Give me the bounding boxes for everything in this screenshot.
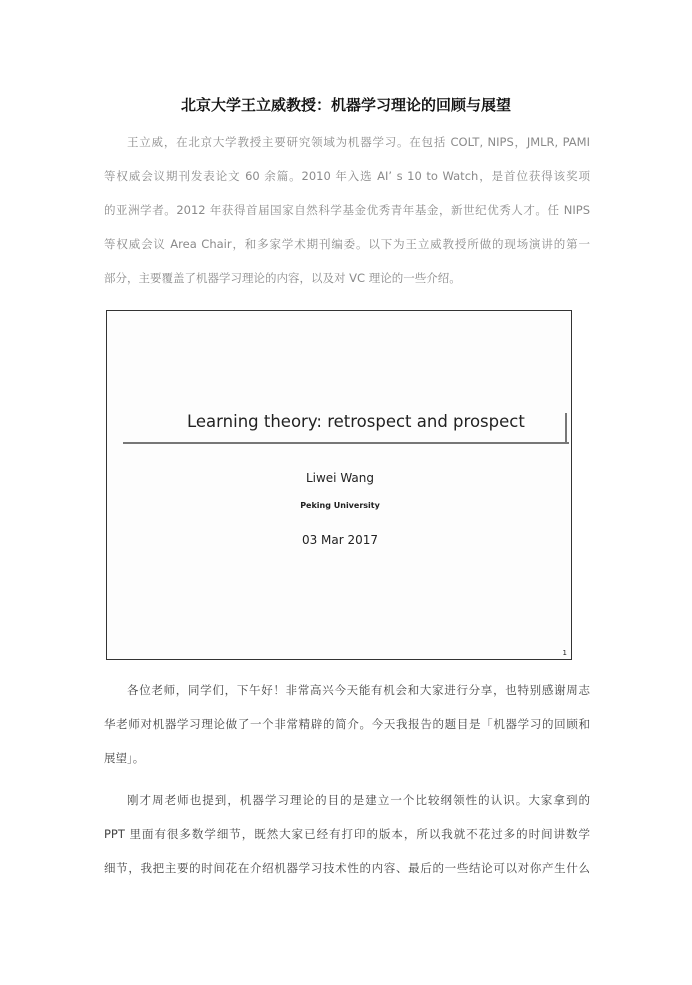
slide-affiliation: Peking University (300, 501, 380, 510)
body-paragraph-1 (104, 673, 590, 775)
slide-page-number: 1 (562, 649, 567, 657)
body-line: 展望」。 (104, 751, 145, 765)
body-paragraph-2 (104, 783, 590, 885)
slide-title: Learning theory: retrospect and prospect (187, 412, 525, 431)
intro-paragraph (104, 125, 590, 295)
slide-title-rule (123, 442, 569, 444)
intro-line: 等权威会议期刊发表论文 60 余篇。2010 年入选 AI’ s 10 to Watch，是首位获得该奖项 (104, 169, 590, 183)
article-title: 北京大学王立威教授：机器学习理论的回顾与展望 (180, 96, 511, 114)
slide-date: 03 Mar 2017 (301, 533, 379, 547)
slide-author: Liwei Wang (305, 471, 375, 485)
intro-line: 等权威会议 Area Chair，和多家学术期刊编委。以下为王立威教授所做的现场演讲的第一 (104, 237, 590, 251)
body-line: PPT 里面有很多数学细节，既然大家已经有打印的版本，所以我就不花过多的时间讲数学 (104, 827, 590, 841)
slide-title-rule-end (565, 413, 567, 443)
body-line: 各位老师，同学们，下午好！非常高兴今天能有机会和大家进行分享，也特别感谢周志 (127, 683, 590, 697)
body-line: 刚才周老师也提到，机器学习理论的目的是建立一个比较纲领性的认识。大家拿到的 (127, 793, 590, 807)
intro-line: 的亚洲学者。2012 年获得首届国家自然科学基金优秀青年基金，新世纪优秀人才。任 NIPS (104, 203, 590, 217)
body-line: 华老师对机器学习理论做了一个非常精辟的简介。今天我报告的题目是「机器学习的回顾和 (104, 717, 590, 731)
intro-line: 王立威，在北京大学教授主要研究领域为机器学习。在包括 COLT, NIPS，JMLR, PAMI (127, 135, 590, 149)
intro-line: 部分，主要覆盖了机器学习理论的内容，以及对 VC 理论的一些介绍。 (104, 271, 461, 285)
slide-image (106, 310, 572, 660)
body-line: 细节，我把主要的时间花在介绍机器学习技术性的内容、最后的一些结论可以对你产生什么 (104, 861, 590, 875)
